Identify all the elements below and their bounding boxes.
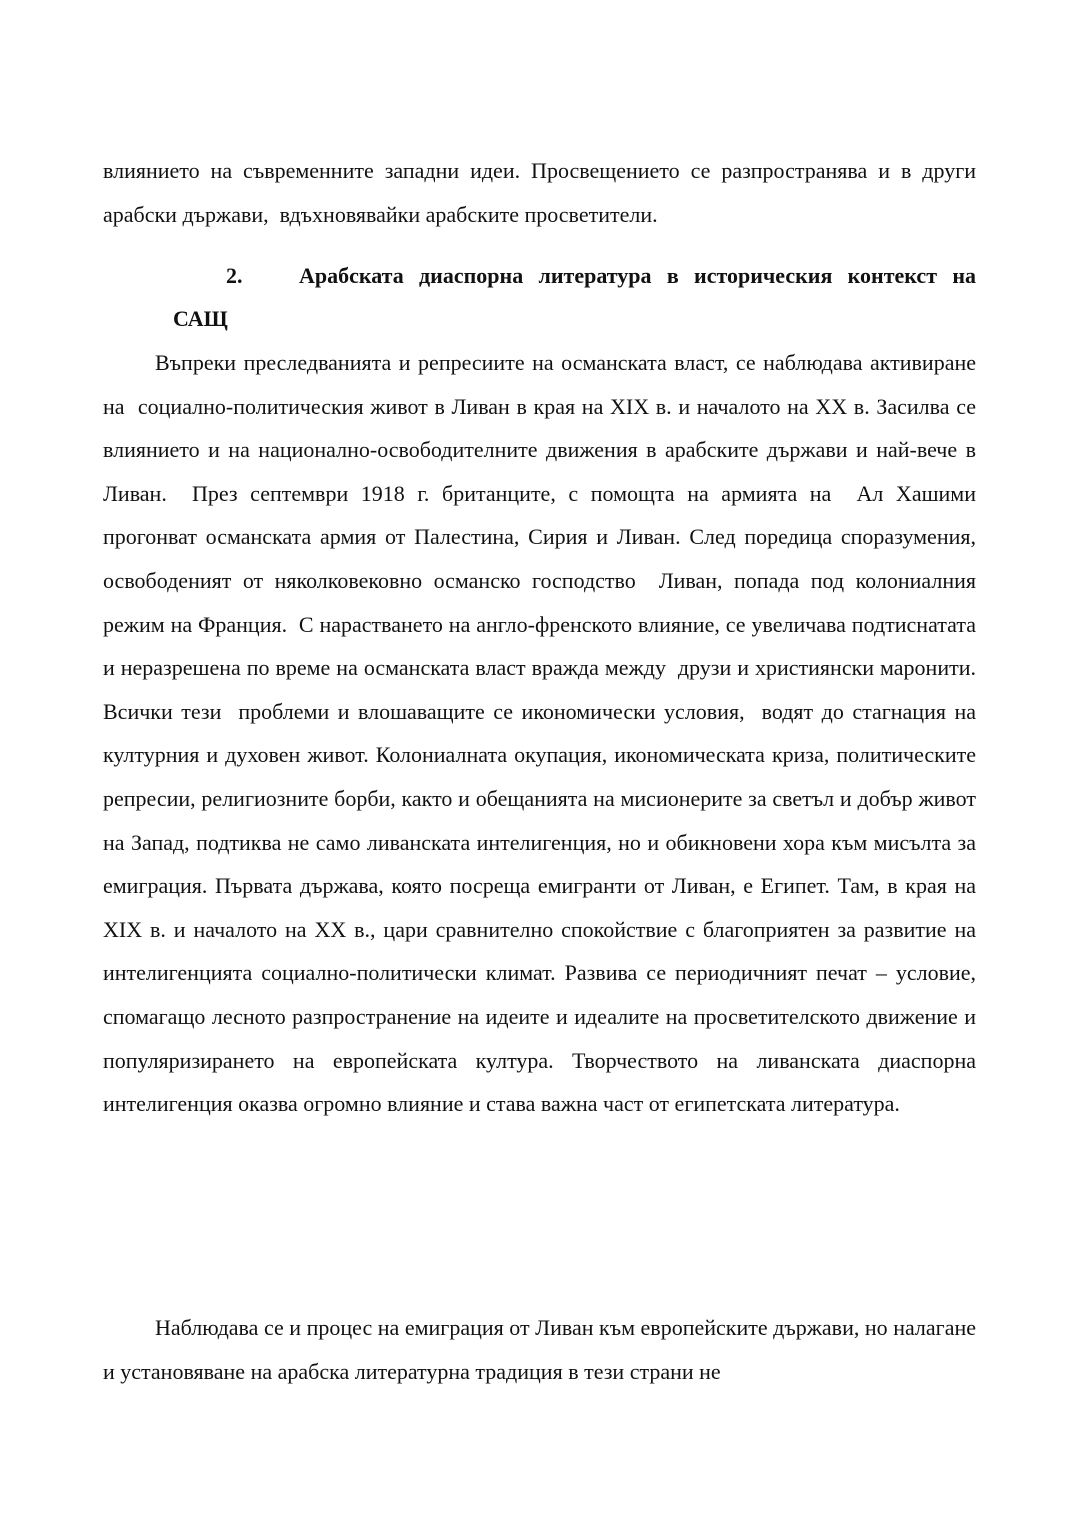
last-paragraph-block (103, 1306, 982, 1393)
section-heading (173, 254, 976, 340)
continued-paragraph-block (103, 149, 982, 236)
paragraph-last: Наблюдава се и процес на емиграция от Ливан към европейските държави, но налагане и установяване на арабска литературна традиция в тези страни не (103, 1315, 982, 1384)
section-title: Арабската диаспорна литература в историческия контекст на САЩ (173, 263, 976, 331)
paragraph-continued: влиянието на съвременните западни идеи. Просвещението се разпространява и в други арабски държави, вдъхновявайки арабските просветители. (103, 158, 982, 227)
main-paragraph-block (103, 341, 982, 1126)
section-number: 2. (226, 263, 243, 288)
paragraph-main: Въпреки преследванията и репресиите на османската власт, се наблюдава активиране на социално-политическия живот в Ливан в края на XIX в. и началото на XX в. Засилва се влиянието и на национално-освободителните движения в арабските държави и най-вече в Ливан. През септември 1918 г. британците, с помощта на армията на Ал Хашими прогонват османската армия от Палестина, Сирия и Ливан. След поредица споразумения, освободеният от няколковековно османско господство Ливан, попада под колониалния режим на Франция. С нарастването на англо-френското влияние, се увеличава подтиснатата и неразрешена по време на османската власт вражда между друзи и християнски маронити. Всички тези проблеми и влошаващите се икономически условия, водят до стагнация на културния и духовен живот. Колониалната окупация, икономическата криза, политическите репресии, религиозните борби, както и обещанията на мисионерите за светъл и добър живот на Запад, подтиква не само ливанската интелигенция, но и обикновени хора към мисълта за емиграция. Първата държава, която посреща емигранти от Ливан, е Египет. Там, в края на XIX в. и началото на XX в., цари сравнително спокойствие с благоприятен за развитие на интелигенцията социално-политически климат. Развива се периодичният печат – условие, спомагащо лесното разпространение на идеите и идеалите на просветителското движение и популяризирането на европейската култура. Творчеството на ливанската диаспорна интелигенция оказва огромно влияние и става важна част от египетската литература. (103, 350, 982, 1117)
